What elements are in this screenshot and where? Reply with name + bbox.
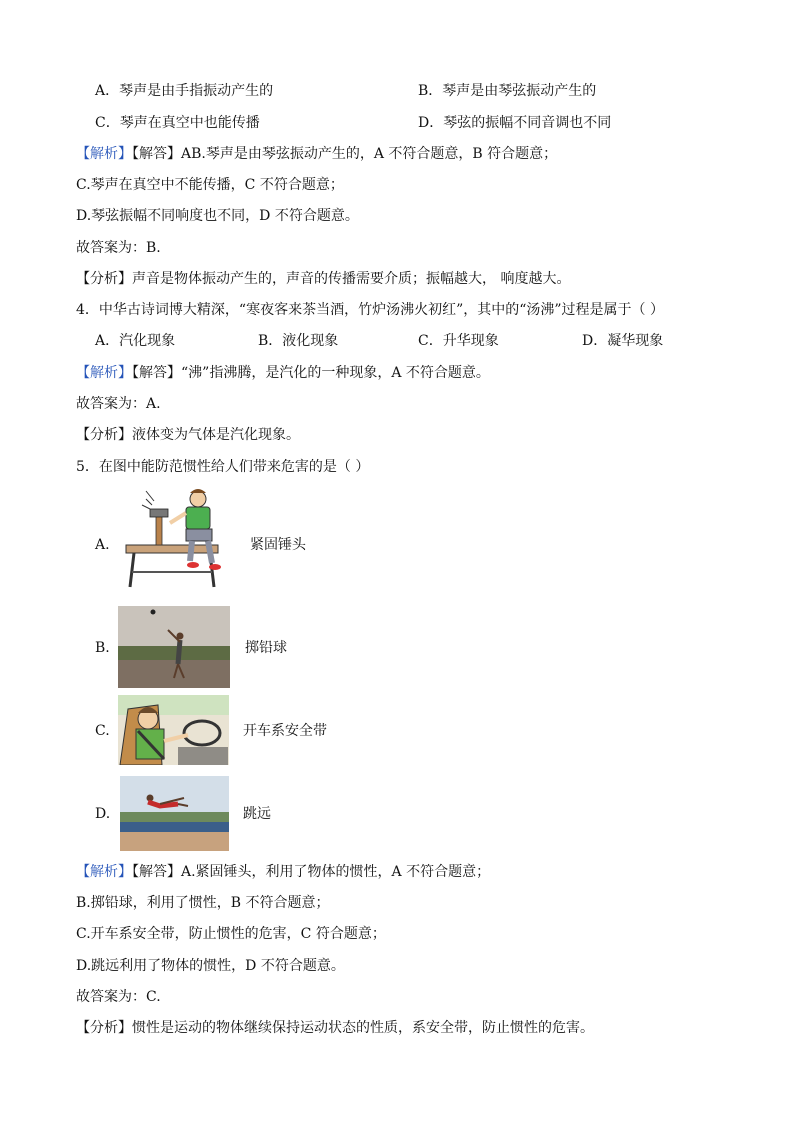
q4-option-d: D．凝华现象 [582, 333, 664, 349]
q3-option-a: A．琴声是由手指振动产生的 [95, 83, 274, 99]
long-jump-picture [120, 776, 229, 851]
q3-solution-line-2: C.琴声在真空中不能传播，C 不符合题意； [76, 177, 344, 193]
solution-tag: 【解析】 [76, 864, 132, 880]
q5-analysis: 【分析】惯性是运动的物体继续保持运动状态的性质，系安全带，防止惯性的危害。 [76, 1020, 594, 1036]
q3-analysis: 【分析】声音是物体振动产生的，声音的传播需要介质；振幅越大， 响度越大。 [76, 271, 571, 287]
solution-tag: 【解析】 [76, 146, 132, 162]
q5-question: 5．在图中能防范惯性给人们带来危害的是（ ） [76, 459, 370, 475]
q5-option-d-letter: D. [95, 806, 111, 822]
q5-option-c-letter: C. [95, 723, 110, 739]
solution-text: 【解答】A.紧固锤头，利用了物体的惯性，A 不符合题意； [132, 864, 491, 880]
q5-answer: 故答案为：C. [76, 989, 161, 1005]
q5-solution-line-3: C.开车系安全带，防止惯性的危害，C 符合题意； [76, 926, 386, 942]
q4-solution [76, 364, 490, 382]
solution-text: 【解答】“沸”指沸腾，是汽化的一种现象，A 不符合题意。 [132, 365, 490, 381]
q3-solution-line-3: D.琴弦振幅不同响度也不同，D 不符合题意。 [76, 208, 359, 224]
hammer-picture [120, 487, 230, 589]
q3-option-b: B．琴声是由琴弦振动产生的 [418, 83, 597, 99]
q3-solution-line-1 [76, 145, 557, 163]
seat-belt-picture [118, 695, 229, 765]
q5-option-d-caption: 跳远 [243, 806, 271, 822]
q4-option-c: C．升华现象 [418, 333, 499, 349]
q5-solution-line-2: B.掷铅球，利用了惯性，B 不符合题意； [76, 895, 330, 911]
q4-option-a: A．汽化现象 [95, 333, 176, 349]
q5-option-b-caption: 掷铅球 [245, 640, 287, 656]
q4-option-b: B．液化现象 [258, 333, 339, 349]
q5-option-b-letter: B. [95, 640, 110, 656]
shot-put-picture [118, 606, 230, 688]
q4-analysis: 【分析】液体变为气体是汽化现象。 [76, 427, 300, 443]
q5-option-a-caption: 紧固锤头 [250, 537, 306, 553]
q3-option-d: D．琴弦的振幅不同音调也不同 [418, 115, 612, 131]
q5-solution-line-4: D.跳远利用了物体的惯性，D 不符合题意。 [76, 958, 345, 974]
q5-solution-line-1 [76, 863, 490, 881]
q3-answer: 故答案为：B. [76, 240, 161, 256]
q3-option-c: C．琴声在真空中也能传播 [95, 115, 260, 131]
q5-option-a-letter: A. [95, 537, 110, 553]
q4-answer: 故答案为：A. [76, 396, 161, 412]
q4-question: 4．中华古诗词博大精深，“寒夜客来茶当酒，竹炉汤沸火初红”，其中的“汤沸”过程是属于（ ） [76, 302, 664, 318]
q5-option-c-caption: 开车系安全带 [243, 723, 327, 739]
solution-text: 【解答】AB.琴声是由琴弦振动产生的，A 不符合题意，B 符合题意； [132, 146, 558, 162]
solution-tag: 【解析】 [76, 365, 132, 381]
